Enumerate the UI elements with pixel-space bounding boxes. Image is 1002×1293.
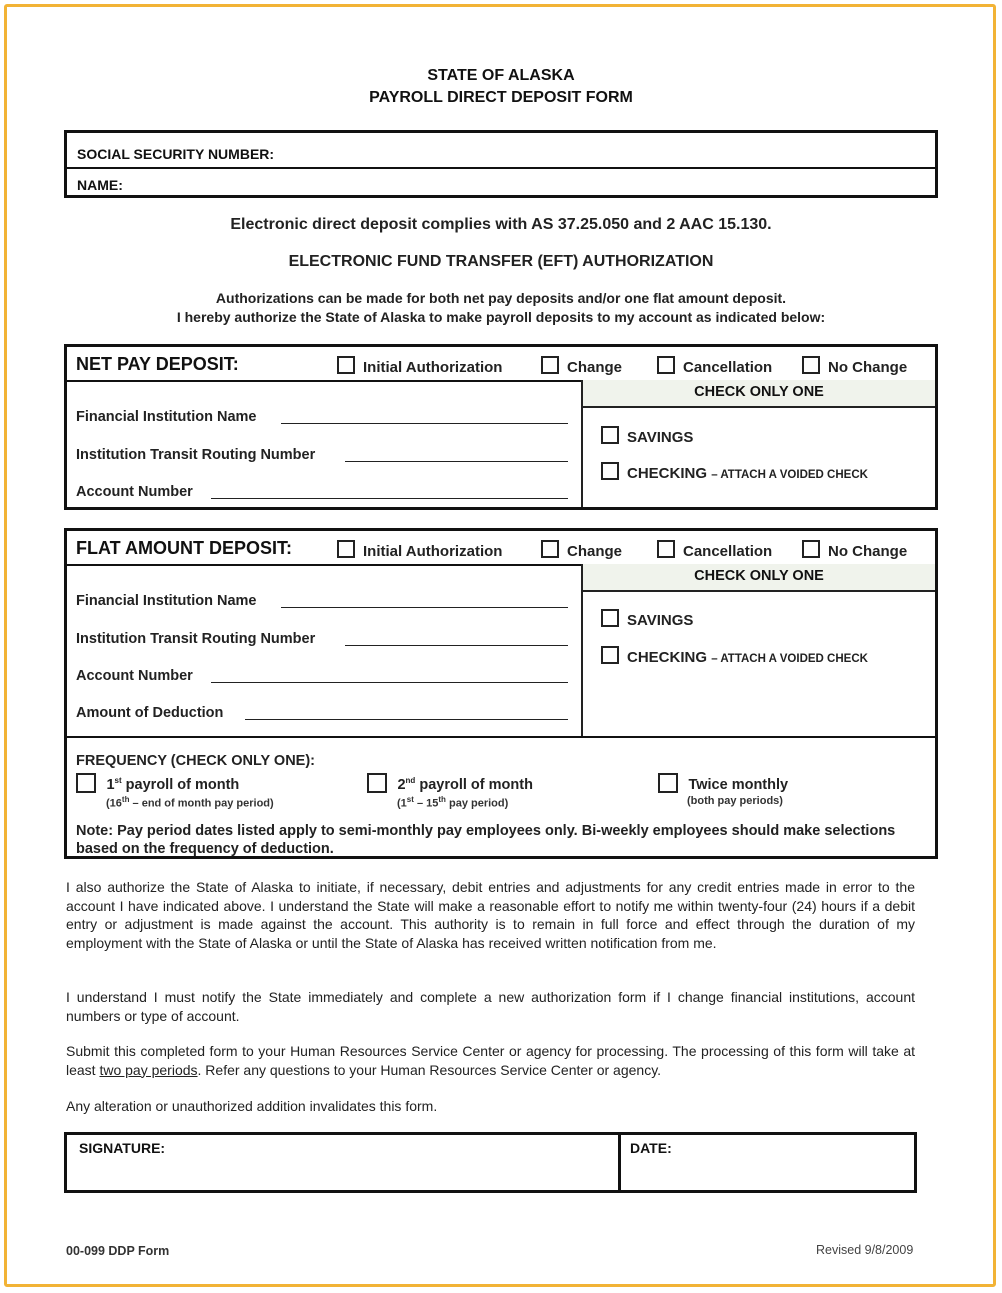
net-pay-section <box>64 344 938 510</box>
notify-paragraph: I understand I must notify the State immediately and complete a new authorization form if I change financial institutions, account numbers or type of account. <box>66 989 915 1024</box>
eft-heading: ELECTRONIC FUND TRANSFER (EFT) AUTHORIZATION <box>288 253 714 270</box>
ssn-label: SOCIAL SECURITY NUMBER: <box>77 146 275 162</box>
net-pay-account-type-panel <box>581 380 935 507</box>
flat-cancellation-option[interactable]: Cancellation <box>657 540 772 560</box>
net-pay-title: NET PAY DEPOSIT: <box>76 354 239 374</box>
checkbox-icon[interactable] <box>601 646 619 664</box>
checkbox-icon[interactable] <box>601 609 619 627</box>
checkbox-icon[interactable] <box>337 540 355 558</box>
frequency-note: Note: Pay period dates listed apply to semi-monthly pay employees only. Bi-weekly employees should make selections based on the frequency of deduction. <box>76 823 896 857</box>
flat-institution-name-line[interactable] <box>281 607 568 608</box>
date-field[interactable] <box>625 1161 910 1190</box>
checkbox-icon[interactable] <box>541 356 559 374</box>
flat-no-change-option[interactable]: No Change <box>802 540 907 560</box>
checkbox-icon[interactable] <box>657 540 675 558</box>
flat-checking-option[interactable]: CHECKING – ATTACH A VOIDED CHECK <box>601 646 868 666</box>
flat-routing-label: Institution Transit Routing Number <box>76 631 316 647</box>
net-pay-checking-option[interactable]: CHECKING – ATTACH A VOIDED CHECK <box>601 462 868 482</box>
flat-check-header: CHECK ONLY ONE <box>583 564 935 592</box>
flat-amount-title: FLAT AMOUNT DEPOSIT: <box>76 538 292 558</box>
checkbox-icon[interactable] <box>337 356 355 374</box>
net-pay-initial-option[interactable]: Initial Authorization <box>337 356 502 376</box>
checkbox-icon[interactable] <box>601 462 619 480</box>
signature-label: SIGNATURE: <box>79 1140 166 1156</box>
identity-box <box>64 130 938 198</box>
signature-field[interactable] <box>69 1161 614 1190</box>
flat-account-label: Account Number <box>76 668 193 684</box>
statute-note: Electronic direct deposit complies with AS 37.25.050 and 2 AAC 15.130. <box>230 216 772 233</box>
net-pay-account-label: Account Number <box>76 484 193 500</box>
flat-deduction-line[interactable] <box>245 719 568 720</box>
net-pay-institution-name-line[interactable] <box>281 423 568 424</box>
frequency-first-payroll-option[interactable]: 1st payroll of month (16th – end of month pay period) <box>76 773 274 810</box>
checkbox-icon[interactable] <box>601 426 619 444</box>
form-title: PAYROLL DIRECT DEPOSIT FORM <box>369 89 633 106</box>
flat-amount-section <box>64 528 938 859</box>
net-pay-routing-line[interactable] <box>345 461 568 462</box>
flat-institution-name-label: Financial Institution Name <box>76 593 257 609</box>
flat-deduction-label: Amount of Deduction <box>76 705 224 721</box>
auth-intro-line2: I hereby authorize the State of Alaska to make payroll deposits to my account as indicated below: <box>176 309 826 325</box>
frequency-label: FREQUENCY (CHECK ONLY ONE): <box>76 753 316 769</box>
net-pay-check-header: CHECK ONLY ONE <box>583 380 935 408</box>
auth-intro-line1: Authorizations can be made for both net pay deposits and/or one flat amount deposit. <box>215 290 787 306</box>
net-pay-routing-label: Institution Transit Routing Number <box>76 447 316 463</box>
frequency-second-payroll-option[interactable]: 2nd payroll of month (1st – 15th pay period) <box>367 773 533 810</box>
checkbox-icon[interactable] <box>76 773 96 793</box>
revision-date: Revised 9/8/2009 <box>816 1243 914 1257</box>
net-pay-cancellation-option[interactable]: Cancellation <box>657 356 772 376</box>
flat-change-option[interactable]: Change <box>541 540 622 560</box>
net-pay-account-line[interactable] <box>211 498 568 499</box>
signature-box <box>64 1132 917 1193</box>
checkbox-icon[interactable] <box>658 773 678 793</box>
date-label: DATE: <box>630 1140 672 1156</box>
submit-paragraph: Submit this completed form to your Human Resources Service Center or agency for processing. The processing of this form will take at least two pay periods. Refer any questions to your Human Resources Service Center or agency. <box>66 1043 915 1078</box>
net-pay-institution-name-label: Financial Institution Name <box>76 409 257 425</box>
flat-routing-line[interactable] <box>345 645 568 646</box>
checkbox-icon[interactable] <box>367 773 387 793</box>
net-pay-change-option[interactable]: Change <box>541 356 622 376</box>
flat-account-line[interactable] <box>211 682 568 683</box>
checkbox-icon[interactable] <box>541 540 559 558</box>
form-id: 00-099 DDP Form <box>66 1244 170 1258</box>
alteration-note: Any alteration or unauthorized addition invalidates this form. <box>66 1098 438 1114</box>
checkbox-icon[interactable] <box>802 356 820 374</box>
flat-account-type-panel <box>581 564 935 736</box>
name-label: NAME: <box>77 177 123 193</box>
checkbox-icon[interactable] <box>802 540 820 558</box>
flat-savings-option[interactable]: SAVINGS <box>601 609 693 629</box>
net-pay-no-change-option[interactable]: No Change <box>802 356 907 376</box>
form-agency: STATE OF ALASKA <box>427 67 575 84</box>
debit-authorization-paragraph: I also authorize the State of Alaska to initiate, if necessary, debit entries and adjustments for any credit entries made in error to the account I have indicated above. I understand the State will make a reasonable effort to notify me within twenty-four (24) hours if a debit entry or adjustment is made against the account. This authority is to remain in full force and effect through the duration of my employment with the State of Alaska or until the State of Alaska has received written notification from me. <box>66 879 915 951</box>
flat-initial-option[interactable]: Initial Authorization <box>337 540 502 560</box>
net-pay-savings-option[interactable]: SAVINGS <box>601 426 693 446</box>
checkbox-icon[interactable] <box>657 356 675 374</box>
frequency-twice-monthly-option[interactable]: Twice monthly (both pay periods) <box>658 773 788 807</box>
